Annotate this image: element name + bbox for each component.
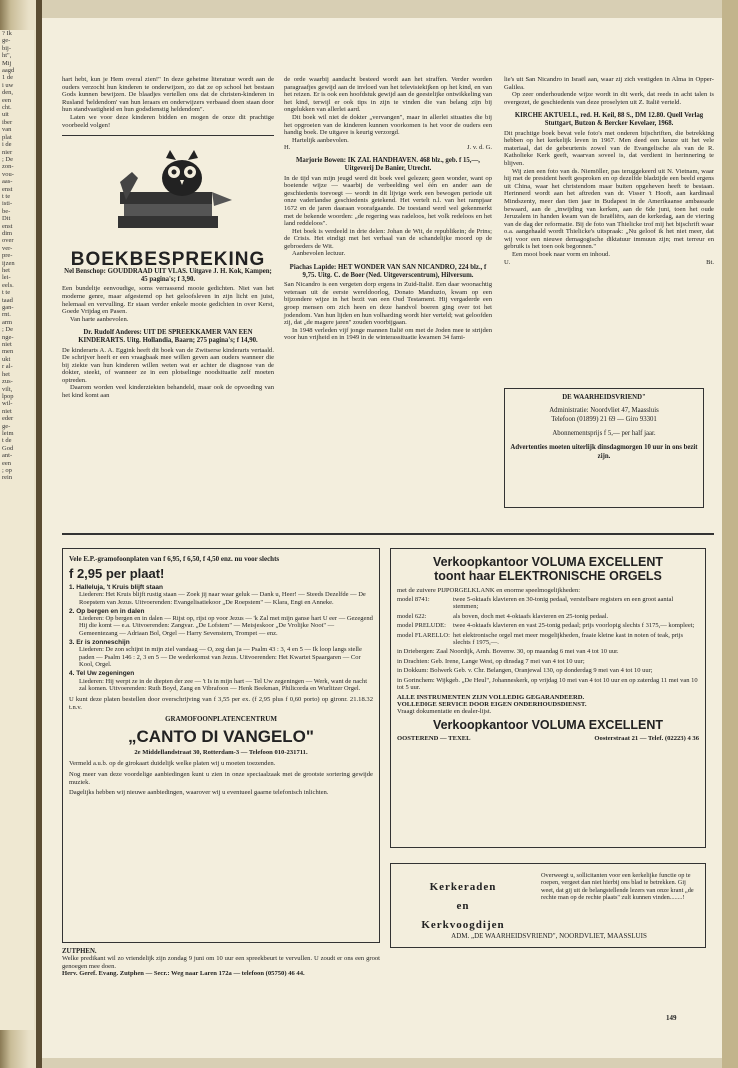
spine-fragment-line: plat — [2, 133, 12, 141]
book-heading: Dr. Rudolf Anderes: UIT DE SPREEKKAMER VAN EEN KINDERARTS. Uitg. Hollandia, Baarn; 275 pagina's; f 14,90. — [78, 329, 258, 344]
waarheidsvriend-info-box — [504, 388, 704, 508]
intro-text-2: Laten we voor deze kinderen bidden en mogen de onze dit prachtige voorbeeld volgen! — [62, 113, 274, 129]
page-edge — [722, 0, 738, 1068]
spine-fragment-line: taad — [2, 296, 13, 304]
book-review-close: Hartelijk aanbevolen. — [292, 136, 349, 144]
book-review: Dit boek wil niet de dokter „vervangen", maar in allerlei situaties die bij het opgroeien van de kinderen kunnen voorkomen is het voor de ouders een handig boek. De uitgave is keurig verzorgd. — [284, 113, 492, 137]
spine-fragment-line: ver- — [2, 244, 13, 252]
signature-right: J. v. d. G. — [466, 144, 492, 152]
model-name: model 622: — [397, 612, 427, 620]
kerkeraden-ad — [390, 863, 706, 948]
demo-location: in Driebergen: Zaal Noordijk, Arnh. Bovenw. 30, op maandag 6 mei van 4 tot 10 uur. — [397, 648, 619, 656]
signature-left: U. — [504, 258, 511, 266]
spine-fragment-line: vilt, — [2, 385, 13, 393]
notice-contact: Herv. Geref. Evang. Zutphen — Secr.: Weg naar Laren 172a — telefoon (05750) 46 44. — [62, 970, 305, 978]
book-review: Dit prachtige boek bevat vele foto's met onderen bijschriften, die betrekking hebben op het kerkelijk leven in 1967. Men deed een keuze uit het vele materiaal, dat de gebeurtenis zowel van de Evangelische als van de R. Katholieke Kerk geeft, waarvan soveel is, dat verdient in herinnering te blijven. — [504, 129, 714, 167]
spine-fragment-line: niet — [2, 407, 12, 415]
spine-fragment-line: van — [2, 126, 12, 134]
administration-line: ADM. „DE WAARHEIDSVRIEND", NOORDVLIET, MAASSLUIS — [451, 932, 647, 940]
column-2 — [284, 76, 492, 342]
heading-line: en — [456, 900, 470, 912]
gramophone-ad — [62, 548, 380, 943]
signature-left: H. — [284, 144, 291, 152]
spine-fragment-line: bij- — [2, 44, 12, 52]
book-review-cont: lie's uit San Nicandro in Israël aan, waar zij zich vestigden in Alma in Opper-Galilea. — [504, 76, 714, 91]
organ-ad-phone: Oosterstraat 21 — Telef. (02223) 4 36 — [594, 735, 699, 743]
model-description: twee 4-oktaafs klavieren en vast 25-tonig pedaal; prijs voorlopig slechts f 3175,— kompleet; — [453, 622, 695, 630]
order-info: U kunt deze platen bestellen door overschrijving van f 3,55 per ex. (f 2,95 plus f 0,60 porto) op gironr. 21.18.32 t.n.v. — [69, 696, 373, 711]
ad-note: Dagelijks hebben wij nieuwe aanbiedingen, waarover wij u eventueel gaarne telefonisch inlichten. — [69, 789, 329, 797]
notice-title: ZUTPHEN. — [62, 948, 97, 955]
signature — [284, 144, 492, 151]
record-description: Liederen: Op bergen en in dalen — Rijst op, rijst op voor Jezus — 'k Zal met mijn ganse hart U eer — Gezegend Hij die komt — e.a. Uitvoerenden: Zangvar. „De Lofstem" — Meisjeskoor „De Vrolijke Noot" — Gemeentezang — Adriaan Bol, Orgel — Harry Sevenstern, Trompet — enz. — [79, 615, 373, 637]
spine-fragment-line: Mij — [2, 59, 12, 67]
info-subscription: Abonnementsprijs f 5,— per half jaar. — [552, 430, 656, 437]
ad-price: f 2,95 per plaat! — [69, 566, 165, 581]
zutphen-notice — [62, 948, 380, 978]
spine-fragment-line: over — [2, 237, 14, 245]
model-description: het elektronische orgel met meer mogelijkheden, fraaie kleine kast in noten of teak, prijs slechts f 1975,—. — [453, 631, 684, 647]
spine-fragment-line: rnt. — [2, 311, 11, 319]
spine-fragment-line: zon- — [2, 163, 14, 171]
spine-fragment-line: nier — [2, 148, 13, 156]
spine-fragment-line: aagd — [2, 67, 15, 75]
record-item — [69, 670, 373, 692]
spine-fragment-line: iber — [2, 118, 13, 126]
notice-text: Welke predikant wil zo vriendelijk zijn zondag 9 juni om 10 uur een spreekbeurt te vervullen. U zoudt er ons een groot genoegen mee doen. — [62, 955, 380, 970]
demo-location: in Gorinchem: Wijkgeb. „De Heul", Johanneskerk, op vrijdag 10 mei van 4 tot 10 uur en op zaterdag 11 mei van 10 tot 5 uur. — [397, 676, 698, 692]
spine-fragment-line: enst — [2, 185, 13, 193]
signature — [504, 259, 714, 266]
spine-fragment-line: ? Ik — [2, 30, 12, 37]
dealer-note: Vraagt dokumentatie en dealer-lijst. — [397, 708, 492, 716]
book-review: Op zeer onderhoudende wijze wordt in dit werk, dat reeds in acht talen is overgezet, de geschiedenis van deze proselyten uit Z. Italië verteld. — [504, 91, 714, 106]
organ-ad-footer — [397, 735, 699, 742]
spine-fragment-line: rein — [2, 474, 13, 482]
book-review: Een bundeltje eenvoudige, soms verrassend mooie gedichten. Niet van het moderne genre, maar afgestemd op het geloofsleven in zijn licht en juist, helemaal en vervulling. Er staan verder enkele mooie gedichten in over Kerst, Goede Vrijdag en Pasen. — [62, 285, 274, 316]
spine-fragment-line: nge- — [2, 333, 14, 341]
organ-ad-subtitle: toont haar ELEKTRONISCHE ORGELS — [434, 569, 662, 583]
book-review-close: Een mooi boek naar vorm en inhoud. — [512, 251, 610, 259]
heading-line: Kerkvoogdijen — [421, 919, 505, 931]
info-address: Administratie: Noordvliet 47, Maassluis — [549, 407, 659, 414]
spine-fragment-line: niet — [2, 341, 12, 349]
spine-fragment-line: lpop — [2, 392, 14, 400]
spine-fragment-line: ge- — [2, 422, 11, 430]
section-title: BOEKBESPREKING — [70, 249, 266, 271]
guarantee: ALLE INSTRUMENTEN ZIJN VOLLEDIG GEGARANDEERD. — [397, 694, 585, 702]
organ-model-row — [397, 596, 699, 611]
book-heading: KIRCHE AKTUELL, red. H. Keil, 88 S., DM 12.80. Quell Verlag Stuttgart, Butzon & Bercker Kevelaer, 1968. — [514, 112, 704, 127]
spine-fragment-line: wil- — [2, 400, 13, 408]
spine-fragment-line: pre- — [2, 252, 13, 260]
divider — [62, 135, 274, 136]
record-description: Liederen: De zon schijnt in mijn ziel vandaag — O, zeg dan ja — Psalm 43 : 3, 4 en 5 — Ik loop langs stelle paden — Psalm 146 : 2, 3 en 5 — De wederkomst van Jezus. Uitvoerenden: Het Kwartet Spaargaren — Cor Kool, Orgel. — [79, 646, 362, 668]
spine-fragment-line: r al- — [2, 363, 13, 371]
signature-right: Bt. — [706, 258, 714, 266]
spine-fragment-line: lei- — [2, 274, 11, 282]
record-description: Liederen: Hij werpt ze in de diepten der zee — 't Is in mijn hart — Tel Uw zegeningen — Werk, want de nacht zal komen. Uitvoerenden: Ruth Boyd, Zang en Vibrafoon — Henk Beekman, Philicorda en Wurlitzer Orgel. — [79, 677, 368, 692]
model-description: als boven, doch met 4-oktaafs klavieren en 25-tonig pedaal. — [453, 612, 609, 620]
organ-ad-title-2: Verkoopkantoor VOLUMA EXCELLENT — [432, 718, 664, 733]
spine-fragment-line: ; De — [2, 155, 14, 163]
spine-fragment-line: ukt — [2, 355, 11, 363]
ad-note: Vermeld a.u.b. op de girokaart duidelijk welke platen wij u moeten toezenden. — [69, 760, 276, 768]
spine-fragment-line: dim — [2, 229, 13, 237]
organ-ad — [390, 548, 706, 848]
book-review: San Nicandro is een vergeten dorp ergens in Zuid-Italië. Een daar woonachtig veteraan uit de eerste wereldoorlog, Donato Manduzio, kwam op een bijzondere wijze in het bezit van een Oud Testament. Hij vergaderde een groep mensen om zich heen en deze handvol boeren ging over tot het jodendom. Van hun lijden en hun volharding wordt hier verteld; wat geloofden zij, dat „de magere jaren" zouden voorbijgaan. — [284, 281, 492, 327]
book-review-cont: de orde waarbij aandacht besteed wordt aan het straffen. Verder worden paragraafjes gewijd aan de invloed van het televisiekijken op het kind, en van het reizen. Er is ook een hoofdstuk gewijd aan de geestelijke ontwikkeling van het kind, terwijl er ook tips in zijn te vinden die van belang zijn bij ongelukken van allerlei aard. — [284, 76, 492, 114]
spine-fragment-line: ht", — [2, 52, 12, 60]
spine-fragment-line: het — [2, 370, 10, 378]
model-name: model FLARELLO: — [397, 631, 450, 639]
spine-fragment-line: gan- — [2, 304, 14, 312]
spine-fragment-line: 1 de — [2, 74, 14, 82]
spine-fragment-line: t de — [2, 437, 12, 445]
organ-demo-locations — [397, 648, 699, 691]
spine-fragment-line: cht. — [2, 104, 12, 112]
service: VOLLEDIGE SERVICE DOOR EIGEN ONDERHOUDSDIENST. — [397, 701, 587, 709]
record-description: Liederen: Het Kruis blijft rustig staan — Zoek jij naar waar geluk — Dank u, Heer! — Steeds Dezelfde — De Roepstem van Jezus. Uitvoerenden: Evangelisatiekoor „De Roepstem" — Klara, Engi en Anneke. — [79, 591, 366, 606]
book-review: Het boek is verdeeld in drie delen: Johan de Wit, de republikein; de Prins; de Crisis. Het eindigt met het verhaal van de schandelijke moord op de gebroeders de Wit. — [284, 227, 492, 250]
kerkeraden-text: Overweegt u, sollicitanten voor een kerkelijke functie op te roepen, vergeet dan niet hierbij ons blad te betrekken. Gij weet, dat gij uit de belangstellende lezers van onze krant „de rechte man op de rechte plaats" zult kunnen vinden........! — [541, 872, 694, 901]
model-name: model 8741: — [397, 596, 430, 603]
record-title: 3. Er is zonneschijn — [69, 639, 130, 647]
spine-fragment-line: eels. — [2, 281, 14, 289]
book-review-close: Van harte aanbevolen. — [70, 315, 129, 323]
ad-intro: Vele E.P.-gramofoonplaten van f 6,95, f 6,50, f 4,50 enz. nu voor slechts — [69, 555, 280, 563]
section-divider — [62, 533, 714, 535]
record-item — [69, 639, 373, 668]
info-deadline: Advertenties moeten uiterlijk dinsdagmorgen 10 uur in ons bezit zijn. — [510, 444, 698, 460]
demo-location: in Drachten: Geb. Irene, Lange West, op dinsdag 7 mei van 4 tot 10 uur; — [397, 657, 585, 665]
spine-fragment-line: vou- — [2, 170, 14, 178]
organ-models — [397, 596, 699, 646]
column-1 — [62, 76, 274, 400]
spine-fragment-line: i uw — [2, 81, 14, 89]
book-review-close: Aanbevolen lectuur. — [292, 250, 346, 258]
spine-fragment-line: uit — [2, 111, 9, 119]
spine-fragment-line: zus- — [2, 378, 13, 386]
spine-fragment-line: men — [2, 348, 14, 356]
spine-fragment-line: i de — [2, 141, 12, 149]
column-3 — [504, 76, 714, 266]
organ-model-row — [397, 613, 699, 620]
spine-fragment-line: be- — [2, 207, 11, 215]
spine-fragment-line: ant- — [2, 452, 13, 460]
book-heading: Piachas Lapide: HET WONDER VAN SAN NICANDRO, 224 blz., f 9,75. Uitg. C. de Boer (Ned. Uitgeverscentrum), Hilversum. — [289, 264, 487, 279]
info-title: DE WAARHEIDSVRIEND" — [562, 394, 646, 401]
kerkeraden-heading — [403, 878, 523, 935]
spine-fragment-line: het — [2, 267, 10, 274]
model-name: model PRELUDE: — [397, 622, 446, 630]
spine-fragment-line: God — [2, 444, 14, 452]
record-title: 1. Halleluja, 't Kruis blijft staan — [69, 584, 164, 591]
record-item — [69, 608, 373, 637]
info-phone: Telefoon (01899) 21 69 — Giro 93301 — [551, 416, 657, 423]
record-list — [69, 584, 373, 692]
spine-fragment-line: een — [2, 459, 12, 467]
spine-fragment-line: den, — [2, 89, 14, 97]
spine-fragment-line: t te — [2, 289, 11, 297]
book-review-cont: Daarom worden veel kinderziekten behandeld, maar ook de opvoeding van het kind komt aan — [62, 384, 274, 400]
spine-fragment-line: aas- — [2, 178, 13, 186]
centrum-address: 2e Middellandstraat 30, Rotterdam-3 — Telefoon 010-231711. — [134, 749, 308, 757]
spine-fragment-line: ijzen — [2, 259, 15, 267]
page-number: 149 — [666, 1014, 677, 1022]
owl-on-books-icon — [62, 142, 274, 242]
record-title: 2. Op bergen en in dalen — [69, 607, 145, 615]
model-description: twee 5-oktaafs klavieren en 30-tonig pedaal, verstelbare registers en een groot aantal stemmen; — [453, 596, 674, 611]
spine-fragment-line: ; De — [2, 326, 14, 334]
organ-model-row — [397, 622, 699, 629]
ad-note: Nog meer van deze voordelige aanbiedingen kunt u zien in onze speciaalzaak met de grootste sortering gewijde muziek. — [69, 770, 373, 786]
book-review-cont: In 1948 verleden vijf jonge mannen Italië om met de Joden mee te strijden voor hun vrijheid en in 1949 in de winterassituatie kwamen 34 fami- — [284, 326, 492, 342]
demo-location: in Dokkum: Bolwerk Geb. v. Chr. Belangen, Oranjewal 130, op donderdag 9 mei van 4 tot 10 uur; — [397, 667, 653, 675]
record-title: 4. Tel Uw zegeningen — [69, 670, 135, 678]
book-heading: Marjorie Bowen: IK ZAL HANDHAVEN. 468 blz., geb. f 15,—, Uitgeverij De Banier, Utrecht. — [296, 157, 480, 172]
heading-line: Kerkeraden — [429, 881, 497, 893]
record-item — [69, 584, 373, 606]
spine-fragment-line: enst — [2, 222, 13, 230]
organ-model-row — [397, 632, 699, 647]
spine-fragment-line: ; op — [2, 466, 12, 474]
spine-fragment-line: leim — [2, 429, 14, 437]
book-review: De kinderarts A. A. Eggink heeft dit boek van de Zwitserse kinderarts vertaald. De schrijver heeft er een vraagbaak mee willen geven aan ouders wanneer die bij ziekte van hun kinderen willen weten wat er achter de diagnose van de dokter, steekt, of wanneer ze in een plotselinge noodsituatie zelf moeten optreden. — [62, 346, 274, 384]
newspaper-page — [42, 18, 722, 1058]
spine-fragment-line: Dit — [2, 215, 11, 223]
spine-fragment-line: ge- — [2, 37, 11, 45]
spine-fragment-line: eder — [2, 415, 14, 423]
book-review: Wij zien een foto van ds. Niemöller, pas teruggekeerd uit N. Vietnam, waar hij met de president heeft gesproken en op dezelfde bladzijde een beeld ergens uit China, waar het christendom maar buiten opgeheven heeft te bestaan. Herinnerd wordt aan het aftreden van dr. Visser 't Hooft, aan kardinaal Mindszenty, meer dan tien jaar in Budapest in de Amerikaanse ambassade bewaard, aan de „inwijding van kerken, aan de 6de juni, toen het oude Jeruzalem in handen kwam van de Israëliërs, aan de kerkedag, aan de viering van de dag der reformatie. Bij de foto van Thielicke trof mij het bijschrift waar o.a. aangehaald wordt Thielicke's uitspraak: „Nu geloof ik het niet meer, dat wij voor een nieuwe demagogische diktatuur immuun zijn; met terreur en gebruik is het toen ook begonnen." — [504, 167, 714, 251]
centrum-name: GRAMOFOONPLATENCENTRUM — [165, 715, 277, 724]
organ-ad-intro: met de zuivere PIJPORGELKLANK en enorme speelmogelijkheden: — [397, 587, 581, 594]
intro-text: hart hebt, kun je Hem overal zien!" In deze geheime literatuur wordt aan de ouders verzocht hun kinderen te onderwijzen, zo dat ze op school het bestaan Gods kunnen bewijzen. De blaadjes vertellen ons dat de christen-kinderen in Rusland 'heldendom' van hun leraars en onderwijzers verbaasd doen staan door hun standvastigheid en hun godsdienstig heldendom". — [62, 76, 274, 114]
book-review: In de tijd van mijn jeugd werd dit boek veel gelezen; geen wonder, want op boeiende wijze — waarbij de verbeelding wel één en ander aan de geschiedenis toevoegt — wordt in dit lijvige werk een bewogen periode uit onze vaderlandse geschiedenis getekend. Het vertelt n.l. van het rampjaar 1672 en de jaren daaraan voorafgaande. De toestand werd wel gekenmerkt met de bekende woorden: „de regering was radeloos, het volk redeloos en het land reddeloos". — [284, 174, 492, 228]
spine-fragment-line: een — [2, 96, 12, 104]
spine-fragment-line: t te — [2, 192, 11, 200]
canto-di-vangelo-logo: „CANTO DI VANGELO" — [128, 727, 314, 747]
book-owl-illustration — [62, 142, 274, 271]
organ-ad-title: Verkoopkantoor VOLUMA EXCELLENT — [432, 555, 664, 569]
spine-fragment-line: arm — [2, 318, 13, 326]
book-heading: Nel Benschop: GOUDDRAAD UIT VLAS. Uitgave J. H. Kok, Kampen; 45 pagina's; f 3,90. — [64, 268, 272, 283]
adjacent-page-fragment — [0, 30, 34, 1030]
organ-ad-location: OOSTEREND — TEXEL — [397, 735, 471, 743]
spine-fragment-line: isti- — [2, 200, 13, 208]
